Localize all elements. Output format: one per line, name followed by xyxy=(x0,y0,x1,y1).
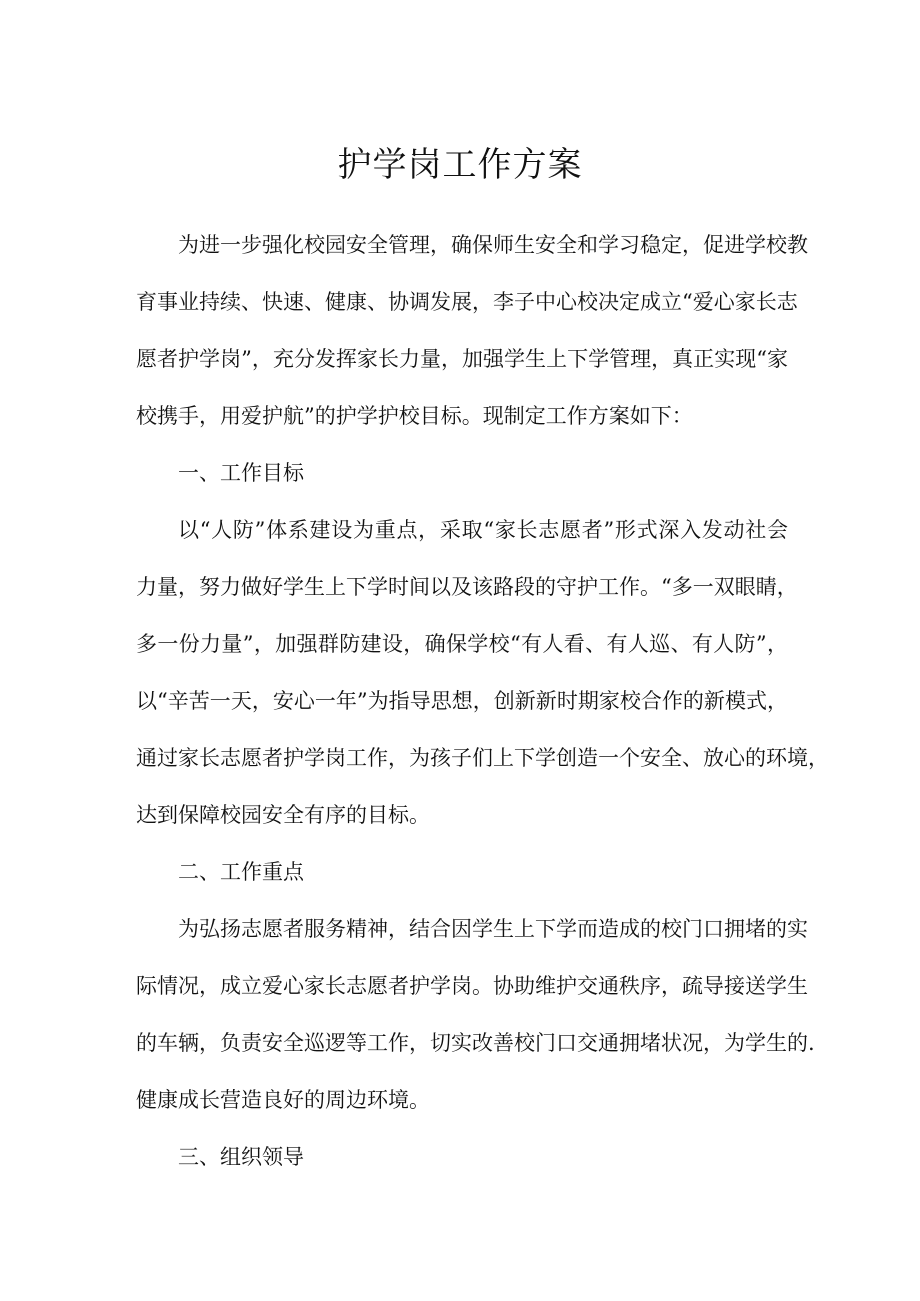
paragraph-line: 校携手，用爱护航”的护学护校目标。现制定工作方案如下： xyxy=(136,404,693,428)
section-heading: 二、工作重点 xyxy=(178,860,304,884)
paragraph-line: 际情况，成立爱心家长志愿者护学岗。协助维护交通秩序，疏导接送学生 xyxy=(136,974,808,998)
paragraph-line: 以“人防”体系建设为重点，采取“家长志愿者”形式深入发动社会 xyxy=(178,518,788,542)
paragraph-line: 力量，努力做好学生上下学时间以及该路段的守护工作。“多一双眼睛， xyxy=(136,575,798,599)
paragraph-line: 为弘扬志愿者服务精神，结合因学生上下学而造成的校门口拥堵的实 xyxy=(178,917,808,941)
paragraph-line: 健康成长营造良好的周边环境。 xyxy=(136,1088,430,1112)
paragraph-line: 达到保障校园安全有序的目标。 xyxy=(136,803,430,827)
paragraph-line: 的车辆，负责安全巡逻等工作，切实改善校门口交通拥堵状况，为学生的. xyxy=(136,1031,815,1055)
paragraph-line: 愿者护学岗”，充分发挥家长力量，加强学生上下学管理，真正实现“家 xyxy=(136,347,788,371)
paragraph-line: 育事业持续、快速、健康、协调发展，李子中心校决定成立“爱心家长志 xyxy=(136,290,798,314)
paragraph-line: 多一份力量”，加强群防建设，确保学校“有人看、有人巡、有人防”， xyxy=(136,632,788,656)
paragraph-line: 通过家长志愿者护学岗工作，为孩子们上下学创造一个安全、放心的环境， xyxy=(136,746,829,770)
paragraph-line: 为进一步强化校园安全管理，确保师生安全和学习稳定，促进学校教 xyxy=(178,233,808,257)
document-title: 护学岗工作方案 xyxy=(337,145,583,185)
paragraph-line: 以“辛苦一天，安心一年”为指导思想，创新新时期家校合作的新模式， xyxy=(136,689,788,713)
section-heading: 一、工作目标 xyxy=(178,461,304,485)
section-heading: 三、组织领导 xyxy=(178,1145,304,1169)
